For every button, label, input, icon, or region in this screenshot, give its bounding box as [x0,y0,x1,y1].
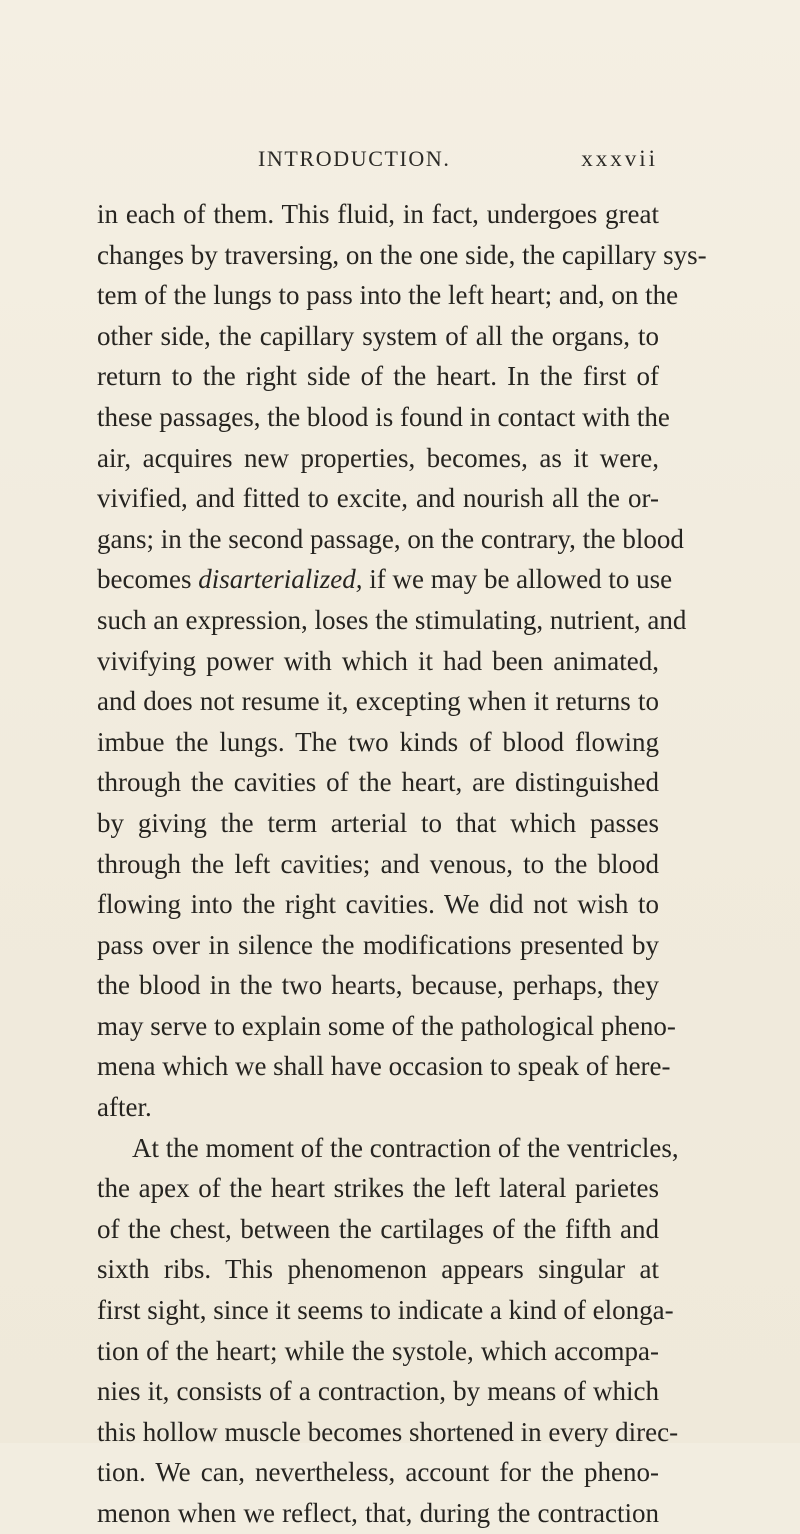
text-line: this hollow muscle becomes shortened in every direc- [97,1416,679,1447]
text-line: tem of the lungs to pass into the left heart; and, on the [97,280,679,311]
text-line: flowing into the right cavities. We did not wish to [97,889,659,920]
text-line: vivified, and fitted to excite, and nourish all the or- [97,483,659,514]
text-line: mena which we shall have occasion to speak of here- [97,1051,671,1082]
text-line: air, acquires new properties, becomes, as it were, [97,442,659,473]
text-line: in each of them. This fluid, in fact, undergoes great [97,199,659,229]
text-line: return to the right side of the heart. In the first of [97,361,659,392]
text-line: through the left cavities; and venous, to the blood [97,848,659,879]
text-line: sixth ribs. This phenomenon appears singular at [97,1254,659,1285]
running-title: INTRODUCTION. [258,146,451,171]
paragraph-first-line: At the moment of the contraction of the ventricles, [132,1132,679,1163]
text-line: through the cavities of the heart, are distinguished [97,767,659,798]
text-line: changes by traversing, on the one side, the capillary sys- [97,239,707,270]
paragraph-end-line: after. [97,1092,152,1123]
text-line: and does not resume it, excepting when it returns to [97,686,659,717]
text-segment: becomes [97,564,199,595]
text-line: by giving the term arterial to that which passes [97,807,659,838]
text-line: of the chest, between the cartilages of the fifth and [97,1213,659,1244]
text-segment: if we may be allowed to use [362,564,673,595]
page-number: xxxvii [581,146,658,171]
text-line: vivifying power with which it had been animated, [97,645,659,676]
text-line: gans; in the second passage, on the contrary, the blood [97,523,684,554]
italic-term: disarterialized, [198,564,363,595]
text-line: menon when we reflect, that, during the contraction [97,1498,659,1528]
text-line: pass over in silence the modifications presented by [97,929,659,960]
text-line: nies it, consists of a contraction, by means of which [97,1376,659,1407]
text-line: other side, the capillary system of all the organs, to [97,320,659,351]
text-line: imbue the lungs. The two kinds of blood flowing [97,726,659,757]
text-line: the blood in the two hearts, because, perhaps, they [97,970,659,1001]
text-line: these passages, the blood is found in contact with the [97,401,670,432]
text-line: tion of the heart; while the systole, which accompa- [97,1335,659,1366]
body-text [97,194,707,1534]
text-line: tion. We can, nevertheless, account for the pheno- [97,1457,659,1488]
running-head [258,146,658,176]
text-line: first sight, since it seems to indicate a kind of elonga- [97,1295,674,1326]
text-line [97,559,673,600]
text-line: the apex of the heart strikes the left lateral parietes [97,1173,659,1204]
text-line: such an expression, loses the stimulating, nutrient, and [97,604,687,635]
text-line: may serve to explain some of the pathological pheno- [97,1010,676,1041]
